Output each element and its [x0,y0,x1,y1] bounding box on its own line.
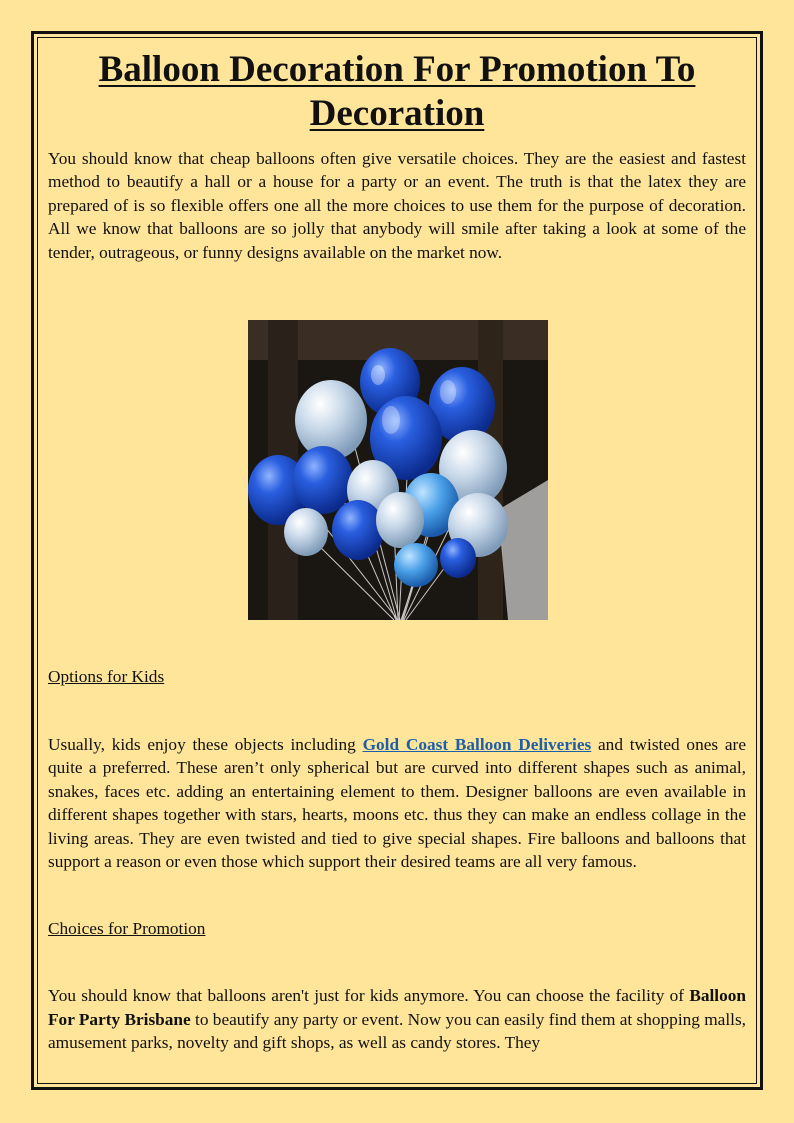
promotion-paragraph [48,984,746,1054]
intro-paragraph: You should know that cheap balloons often give versatile choices. They are the easiest and fastest method to beautify a hall or a house for a party or an event. The truth is that the latex they are prepared of is so flexible offers one all the more choices to use them for the purpose of decoration. All we know that balloons are so jolly that anybody will smile after taking a look at some of the tender, outrageous, or funny designs available on the market now. [48,149,746,262]
kids-text-after: and twisted ones are quite a preferred. These aren’t only spherical but are curved into different shapes such as animal, snakes, faces etc. adding an entertaining element to them. Designer balloons are even available in different shapes together with stars, hearts, moons etc. thus they can make an endless collage in the living areas. They are even twisted and tied to give special shapes. Fire balloons and balloons that support a reason or even those which support their desired teams are all very famous. [48,735,746,872]
promo-text-before: You should know that balloons aren't just for kids anymore. You can choose the facility of [48,986,690,1006]
section-heading-kids: Options for Kids [48,667,165,687]
promo-text-after: to beautify any party or event. Now you can easily find them at shopping malls, amusement parks, novelty and gift shops, as well as candy stores. They [48,1009,746,1053]
document-body [48,48,746,1078]
section-heading-promotion: Choices for Promotion [48,919,206,939]
gold-coast-balloon-deliveries-link[interactable]: Gold Coast Balloon Deliveries [362,735,592,755]
balloons-image [248,320,548,620]
page-title: Balloon Decoration For Promotion To Decoration [98,49,696,134]
figure-container [48,320,746,620]
balloon-for-party-brisbane-text: Balloon For Party Brisbane [48,986,746,1029]
kids-text-before: Usually, kids enjoy these objects including [48,735,363,755]
kids-paragraph [48,733,746,873]
